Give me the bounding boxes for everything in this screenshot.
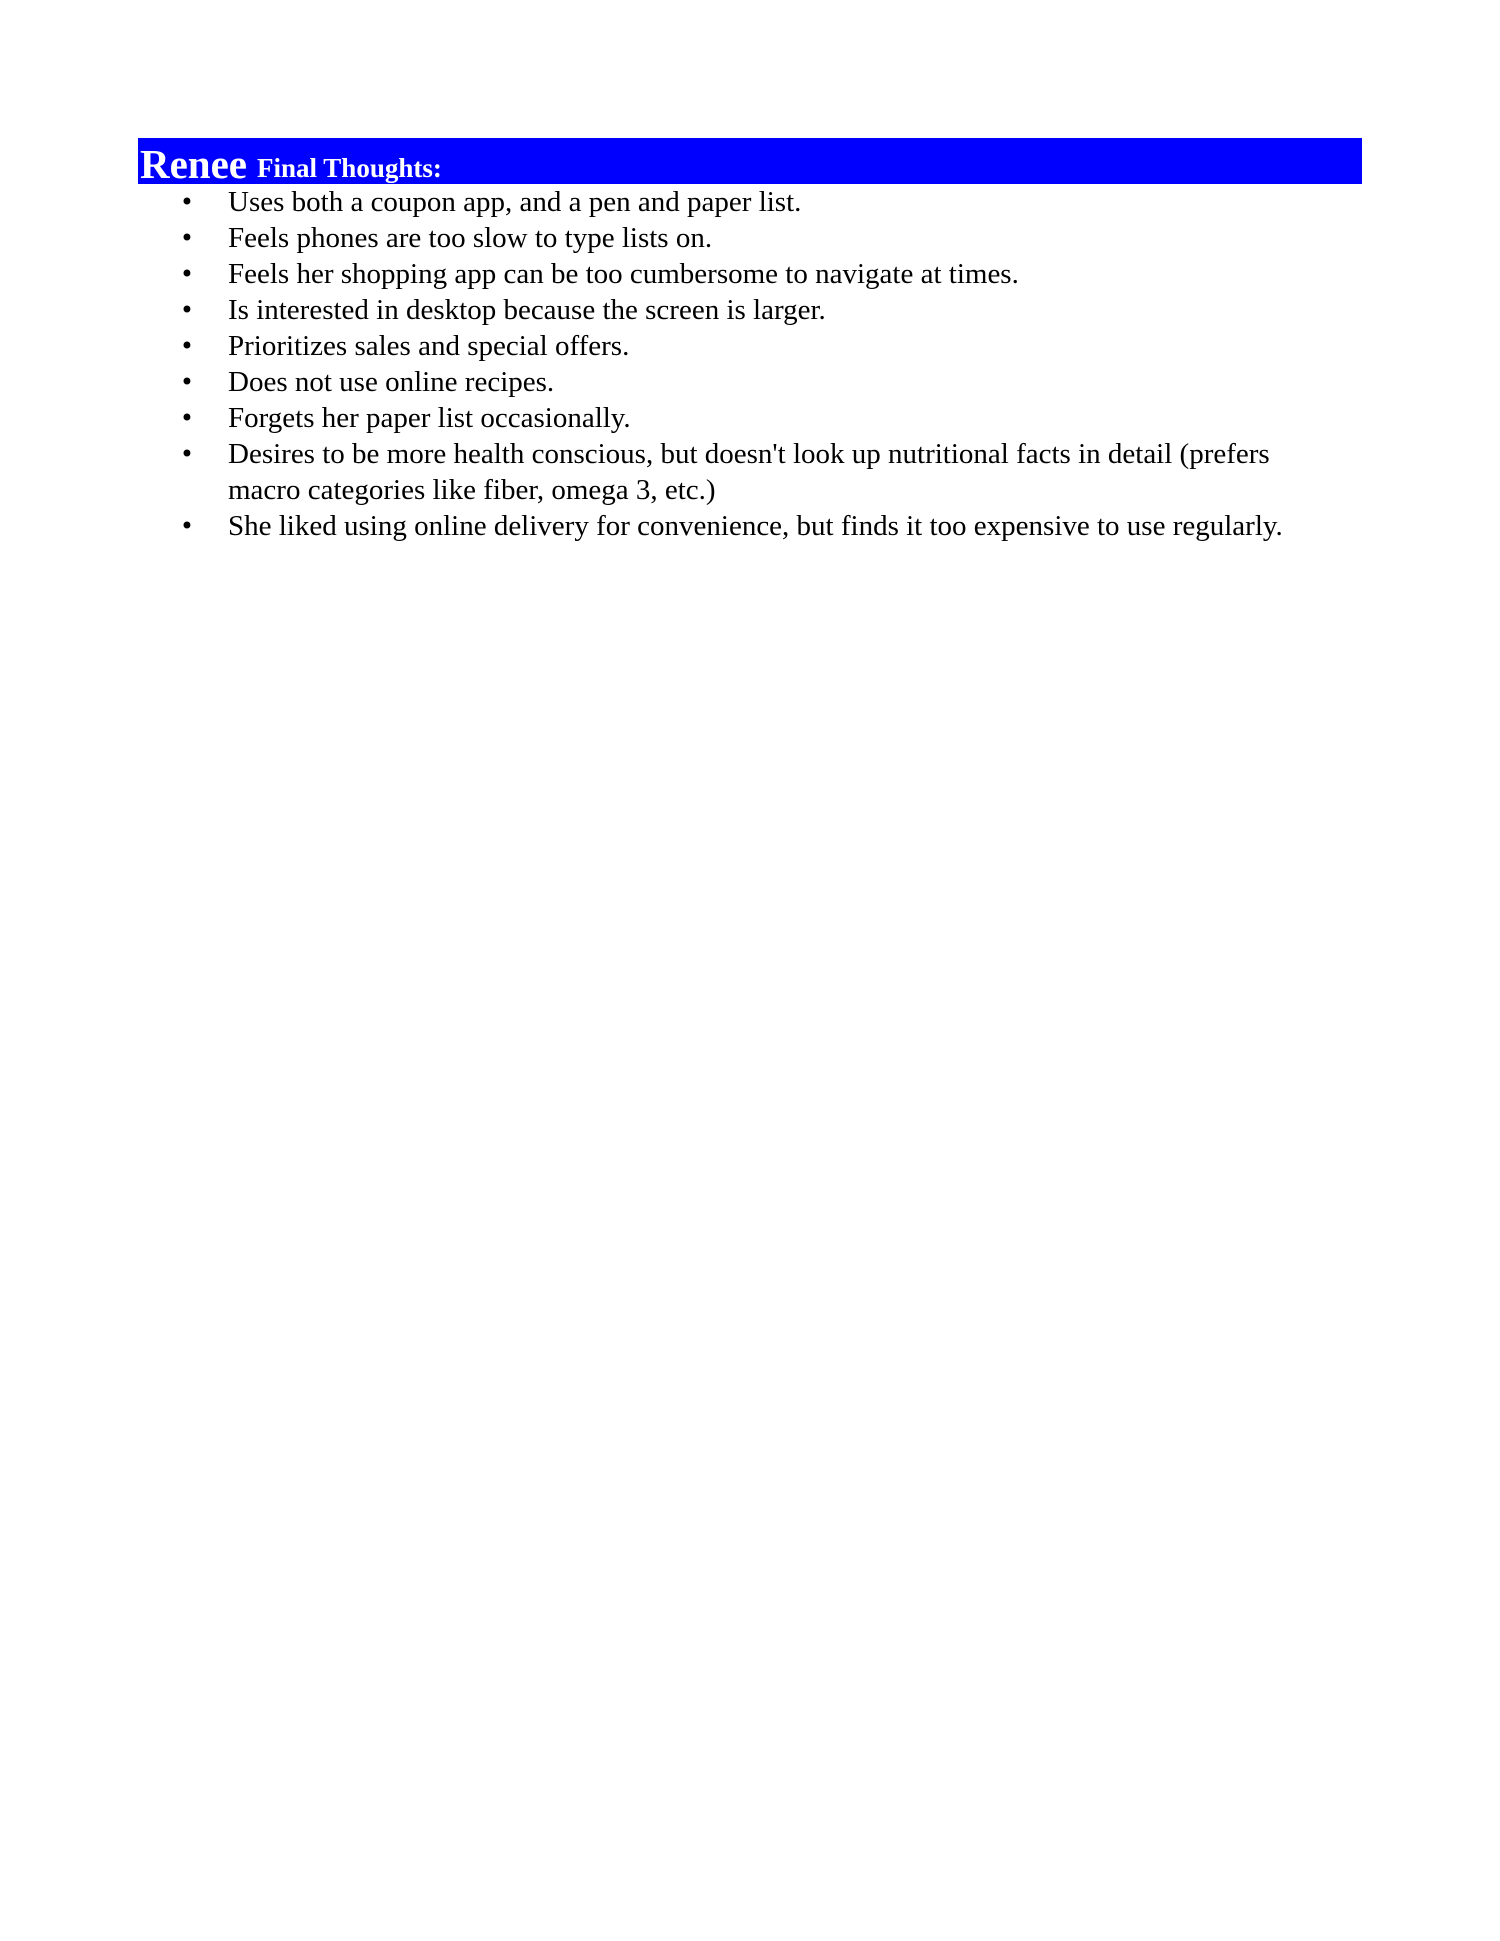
final-thoughts-list [175,184,1325,544]
bullet-dot-icon: • [179,188,195,216]
bullet-dot-icon: • [179,296,195,324]
list-item-text: Is interested in desktop because the screen is larger. [228,294,826,326]
list-item [175,184,1325,220]
bullet-dot-icon: • [179,512,195,540]
list-item-text: Does not use online recipes. [228,366,555,398]
list-item-text: Feels phones are too slow to type lists on. [228,222,713,254]
list-item-text: Forgets her paper list occasionally. [228,402,631,434]
list-item-text: Prioritizes sales and special offers. [228,330,630,362]
person-name: Renee [140,141,248,187]
list-item [175,508,1325,544]
bullet-dot-icon: • [179,440,195,468]
bullet-dot-icon: • [179,260,195,288]
list-item-text: Desires to be more health conscious, but doesn't look up nutritional facts in detail (prefers macro categories like fiber, omega 3, etc.) [228,438,1270,506]
list-item [175,400,1325,436]
list-item [175,328,1325,364]
bullet-dot-icon: • [179,368,195,396]
section-heading [138,138,1362,187]
list-item [175,292,1325,328]
section-title: Final Thoughts: [257,153,442,183]
list-item-text: She liked using online delivery for convenience, but finds it too expensive to use regularly. [228,510,1283,542]
list-item [175,256,1325,292]
list-item-text: Uses both a coupon app, and a pen and paper list. [228,186,802,218]
bullet-dot-icon: • [179,332,195,360]
list-item [175,364,1325,400]
list-item-text: Feels her shopping app can be too cumbersome to navigate at times. [228,258,1019,290]
list-item [175,220,1325,256]
list-item [175,436,1325,508]
bullet-dot-icon: • [179,404,195,432]
bullet-dot-icon: • [179,224,195,252]
